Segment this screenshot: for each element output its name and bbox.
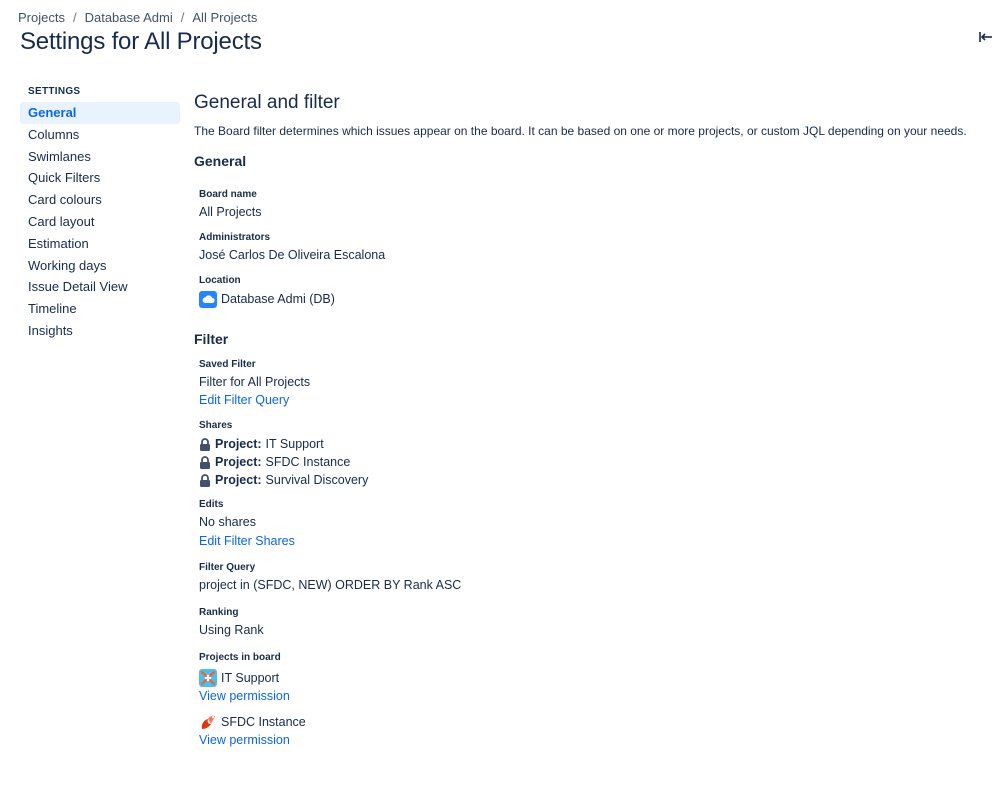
shares-label: Shares bbox=[199, 420, 233, 431]
page-title: Settings for All Projects bbox=[20, 28, 262, 55]
projects-in-board-field bbox=[199, 651, 306, 749]
saved-filter-value: Filter for All Projects bbox=[199, 375, 311, 389]
breadcrumb-projects[interactable]: Projects bbox=[18, 10, 65, 25]
project-name: IT Support bbox=[221, 671, 280, 685]
settings-sidebar bbox=[20, 84, 180, 342]
section-title: General and filter bbox=[194, 92, 340, 113]
view-permission-link[interactable]: View permission bbox=[199, 689, 290, 703]
location-label: Location bbox=[199, 275, 241, 286]
sfdc-project-icon bbox=[199, 713, 217, 731]
edits-label: Edits bbox=[199, 499, 224, 510]
share-item bbox=[199, 453, 368, 471]
board-name-label: Board name bbox=[199, 189, 257, 200]
sidebar-item-columns[interactable]: Columns bbox=[28, 126, 80, 142]
sidebar-item-insights[interactable]: Insights bbox=[28, 322, 73, 338]
section-description: The Board filter determines which issues appear on the board. It can be based on one or more projects, or custom JQL depending on your needs. bbox=[194, 124, 967, 138]
lock-icon bbox=[199, 438, 211, 451]
main-content bbox=[194, 90, 984, 139]
sidebar-item-quick-filters[interactable]: Quick Filters bbox=[28, 170, 101, 186]
sidebar-item-swimlanes[interactable]: Swimlanes bbox=[28, 148, 91, 164]
sidebar-item-card-layout[interactable]: Card layout bbox=[28, 213, 95, 229]
share-item bbox=[199, 435, 368, 453]
sidebar-item-timeline[interactable]: Timeline bbox=[28, 301, 77, 317]
edits-field bbox=[199, 498, 295, 550]
project-name: SFDC Instance bbox=[221, 715, 306, 729]
share-project-name: SFDC Instance bbox=[265, 455, 351, 469]
project-row bbox=[199, 669, 306, 687]
breadcrumb-separator: / bbox=[180, 10, 185, 25]
arrow-left-to-bar-icon[interactable] bbox=[979, 30, 993, 44]
edits-value: No shares bbox=[199, 515, 256, 529]
share-item bbox=[199, 471, 368, 489]
shares-field bbox=[199, 419, 368, 489]
projects-in-board-label: Projects in board bbox=[199, 652, 281, 663]
project-row bbox=[199, 713, 306, 731]
edit-filter-shares-link[interactable]: Edit Filter Shares bbox=[199, 534, 295, 548]
lock-icon bbox=[199, 474, 211, 487]
share-prefix: Project: bbox=[215, 437, 262, 451]
board-name-field bbox=[199, 188, 262, 221]
administrators-label: Administrators bbox=[199, 232, 271, 243]
share-prefix: Project: bbox=[215, 455, 262, 469]
administrators-value: José Carlos De Oliveira Escalona bbox=[199, 248, 386, 262]
sidebar-item-working-days[interactable]: Working days bbox=[28, 257, 107, 273]
edit-filter-query-link[interactable]: Edit Filter Query bbox=[199, 393, 290, 407]
ranking-value: Using Rank bbox=[199, 623, 264, 637]
breadcrumb-separator: / bbox=[72, 10, 77, 25]
cloud-icon bbox=[199, 291, 217, 308]
filter-query-label: Filter Query bbox=[199, 562, 256, 573]
sidebar-item-estimation[interactable]: Estimation bbox=[28, 235, 89, 251]
location-field bbox=[199, 274, 335, 308]
board-name-value: All Projects bbox=[199, 205, 262, 219]
saved-filter-label: Saved Filter bbox=[199, 359, 256, 370]
ranking-label: Ranking bbox=[199, 607, 239, 618]
saved-filter-field bbox=[199, 358, 310, 409]
location-value-row bbox=[199, 290, 335, 308]
share-project-name: Survival Discovery bbox=[265, 473, 369, 487]
sidebar-item-card-colours[interactable]: Card colours bbox=[28, 192, 102, 208]
filter-heading: Filter bbox=[194, 331, 229, 347]
ranking-field bbox=[199, 606, 264, 639]
sidebar-item-general[interactable]: General bbox=[20, 102, 180, 124]
breadcrumb-all-projects[interactable]: All Projects bbox=[192, 10, 258, 25]
breadcrumb bbox=[18, 10, 257, 25]
share-prefix: Project: bbox=[215, 473, 262, 487]
filter-query-field bbox=[199, 561, 461, 594]
sidebar-item-issue-detail-view[interactable]: Issue Detail View bbox=[28, 279, 128, 295]
breadcrumb-database-admi[interactable]: Database Admi bbox=[84, 10, 173, 25]
view-permission-link[interactable]: View permission bbox=[199, 733, 290, 747]
it-support-project-icon bbox=[199, 669, 217, 687]
filter-query-value: project in (SFDC, NEW) ORDER BY Rank ASC bbox=[199, 578, 462, 592]
lock-icon bbox=[199, 456, 211, 469]
location-value[interactable]: Database Admi (DB) bbox=[221, 292, 335, 306]
general-heading: General bbox=[194, 153, 247, 169]
administrators-field bbox=[199, 231, 385, 264]
sidebar-heading: SETTINGS bbox=[28, 86, 81, 97]
share-project-name: IT Support bbox=[265, 437, 324, 451]
